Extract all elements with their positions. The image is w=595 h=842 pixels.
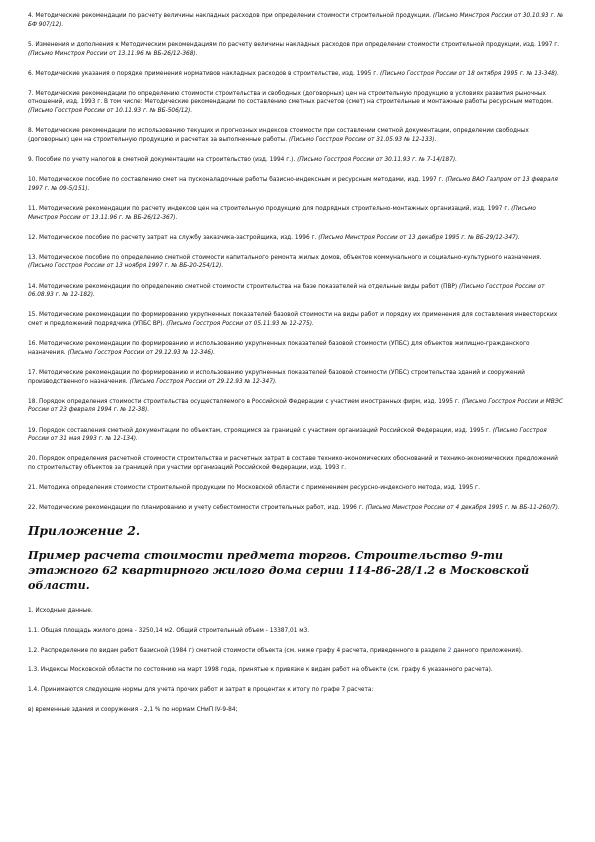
reference-source: (Письмо Госстроя России от 29.12.93 № 12-346).	[67, 349, 216, 356]
reference-item	[28, 340, 566, 357]
paragraph-distribution	[28, 647, 566, 656]
reference-item	[28, 504, 566, 513]
reference-text: 6. Методические указания о порядке применения нормативов накладных расходов в строительстве, изд. 1995 г.	[28, 70, 380, 77]
section-heading: 1. Исходные данные.	[28, 608, 93, 615]
reference-source: (Письмо Госстроя России и МВЭС России от 23 февраля 1994 г. № 12-38).	[28, 398, 563, 414]
reference-text: 15. Методические рекомендации по формированию укрупненных показателей базовой стоимости на виды работ и порядку их применения для составления инвесторских смет и предложений подрядчика (УПБС ВР).	[28, 312, 558, 328]
reference-item	[28, 427, 566, 444]
reference-text: 17. Методические рекомендации по формированию и использованию укрупненных показателей базовой стоимости (УПБС) строительства зданий и сооружений производственного назначения.	[28, 369, 525, 385]
reference-source: (Письмо Госстроя России от 05.11.93 № 12-275).	[166, 321, 314, 328]
reference-item	[28, 205, 566, 222]
paragraph-temporary-buildings: в) временные здания и сооружения - 2,1 % по нормам СНиП IV-9-84;	[28, 706, 238, 713]
reference-text: 18. Порядок определения стоимости строительства осуществляемого в Российской Федерации с участием иностранных фирм, изд. 1995 г.	[28, 398, 462, 405]
reference-text: 11. Методические рекомендации по расчету индексов цен на строительную продукцию для подрядных строительно-монтажных организаций, изд. 1997 г.	[28, 205, 512, 212]
appendix-subtitle: Пример расчета стоимости предмета торгов. Строительство 9-ти этажного 62 квартирного жилого дома серии 114-86-28/1.2 в Московской области.	[28, 548, 530, 593]
reference-text: 7. Методические рекомендации по определению стоимости строительства и свободных (договорных) цен на строительную продукцию в условиях развития рыночных отношений, изд. 1993 г. В том числе: Методические рекомендации по составлению сметных расчетов (смет) на строительные и монтажные работы ресурсным методом.	[28, 90, 553, 106]
reference-item	[28, 70, 566, 79]
references-list	[28, 12, 566, 513]
reference-item	[28, 254, 566, 271]
section-link[interactable]: 2	[447, 647, 452, 654]
reference-item	[28, 90, 566, 116]
paragraph-area: 1.1. Общая площадь жилого дома - 3250,14 м2. Общий строительный объем - 13387,01 м3.	[28, 628, 310, 635]
paragraph-norms: 1.4. Принимаются следующие нормы для учета прочих работ и затрат в процентах к итогу по графе 7 расчета:	[28, 687, 374, 694]
reference-text: 12. Методическое пособие по расчету затрат на службу заказчика-застройщика, изд. 1996 г.	[28, 234, 319, 241]
reference-source: (Письмо Минстроя России от 4 декабря 1995 г. № ВБ-11-260/7).	[365, 505, 560, 512]
reference-text: 10. Методическое пособие по составлению смет на пусконаладочные работы базисно-индексным и ресурсным методами, изд. 1997 г.	[28, 177, 446, 184]
paragraph-text-a: 1.2. Распределение по видам работ базисной (1984 г) сметной стоимости объекта (см. ниже графу 4 расчета, приведенного в разделе	[28, 647, 448, 654]
reference-source: (Письмо Минстроя России от 13 декабря 1995 г. № ВБ-29/12-347).	[318, 234, 520, 241]
reference-source: (Письмо Госстроя России от 30.11.93 г. № 7-14/187).	[297, 156, 457, 163]
reference-item	[28, 12, 566, 29]
paragraph-text-b: данного приложения).	[451, 647, 523, 654]
reference-item	[28, 484, 566, 493]
reference-item	[28, 127, 566, 144]
reference-source: (Письмо Госстроя России от 18 октября 1995 г. № 13-348).	[380, 70, 559, 77]
reference-source: (Письмо Минстроя России от 13.11.96 г. № ВБ-26/12-367).	[28, 205, 536, 221]
paragraph-indices: 1.3. Индексы Московской области по состоянию на март 1998 года, принятые к привязке к видам работ на объекте (см. графу 6 указанного расчета).	[28, 667, 493, 674]
reference-text: 21. Методика определения стоимости строительной продукции по Московской области с применением ресурсно-индексного метода, изд. 1995 г.	[28, 485, 480, 492]
reference-item	[28, 283, 566, 300]
appendix-title: Приложение 2.	[28, 524, 141, 539]
reference-item	[28, 41, 566, 58]
document-page	[28, 12, 566, 726]
reference-source: (Письмо Минстроя России от 30.10.93 г. № БФ 907/12).	[28, 13, 564, 28]
reference-text: 22. Методические рекомендации по планированию и учету себестоимости строительных работ, изд. 1996 г.	[28, 505, 366, 512]
reference-text: 20. Порядок определения расчетной стоимости строительства и расчетных затрат в составе технико-экономических обоснований и технико-экономических предложений по строительству объектов за границей при участии организаций Российской Федерации, изд. 1993 г.	[28, 456, 558, 472]
reference-item	[28, 234, 566, 243]
reference-text: 19. Порядок составления сметной документации по объектам, строящимся за границей с участием организаций Российской Федерации, изд. 1995 г.	[28, 427, 493, 434]
reference-source: (Письмо Минстроя России от 13.11.96 № ВБ-26/12-368).	[28, 50, 198, 57]
reference-item	[28, 455, 566, 472]
reference-source: (Письмо Госстроя России от 31 мая 1993 г. № 12-134).	[28, 427, 547, 443]
reference-text: 8. Методические рекомендации по использованию текущих и прогнозных индексов стоимости при составлении сметной документации, определении свободных (договорных) цен на строительную продукцию и расчетах за выполненные работы.	[28, 128, 529, 143]
reference-text: 13. Методическое пособие по определению сметной стоимости капитального ремонта жилых домов, объектов коммунального и социально-культурного назначения.	[28, 254, 542, 261]
reference-item	[28, 176, 566, 193]
reference-item	[28, 398, 566, 415]
reference-source: (Письмо Госстроя России от 10.11.93 г. № ВБ-506/12).	[28, 108, 193, 115]
reference-source: (Письмо Госстроя России от 31.05.93 № 12-133).	[288, 136, 437, 143]
reference-item	[28, 369, 566, 386]
reference-text: 5. Изменения и дополнения к Методическим рекомендациям по расчету величины накладных расходов при определении стоимости строительной продукции, изд. 1997 г.	[28, 41, 560, 48]
reference-source: (Письмо Госстроя России от 06.08.93 г. № 12-182).	[28, 283, 545, 299]
reference-source: (Письмо ВАО Газпром от 13 февраля 1997 г. № 09-5/151).	[28, 177, 558, 192]
reference-item	[28, 156, 566, 165]
reference-text: 14. Методические рекомендации по определению сметной стоимости строительства на базе показателей на отдельные виды работ (ПВР)	[28, 283, 460, 290]
reference-text: 9. Пособие по учету налогов в сметной документации на строительство (изд. 1994 г.).	[28, 156, 298, 163]
reference-text: 16. Методические рекомендации по формированию и использованию укрупненных показателей базовой стоимости (УПБС) для объектов жилищно-гражданского назначения.	[28, 341, 530, 356]
reference-source: (Письмо Госстроя России от 13 ноября 1997 г. № ВБ-20-254/12).	[28, 263, 224, 270]
reference-source: (Письмо Госстроя России от 29.12.93 № 12-347).	[129, 378, 278, 385]
reference-text: 4. Методические рекомендации по расчету величины накладных расходов при определении стоимости строительной продукции.	[28, 13, 433, 19]
reference-item	[28, 311, 566, 328]
